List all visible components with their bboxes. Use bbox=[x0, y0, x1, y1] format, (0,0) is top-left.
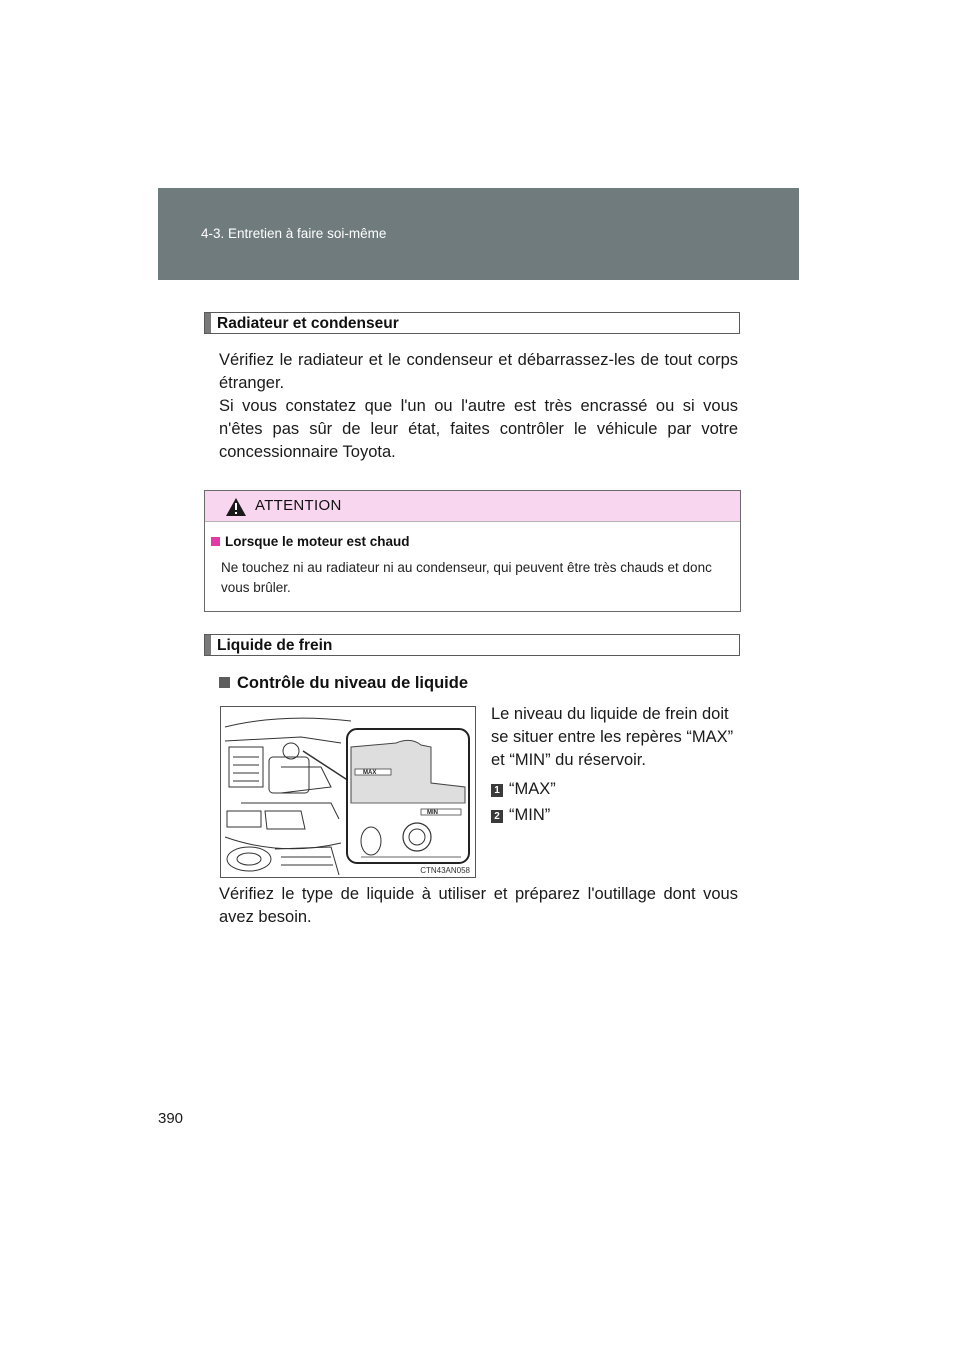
section-title: Radiateur et condenseur bbox=[217, 315, 399, 332]
legend-label: “MAX” bbox=[509, 780, 556, 798]
attention-box bbox=[204, 490, 741, 612]
section-bar-tab bbox=[205, 313, 211, 333]
attention-body: Ne touchez ni au radiateur ni au condenseur, qui peuvent être très chauds et donc vous brûler. bbox=[221, 560, 712, 595]
chapter-header bbox=[158, 188, 799, 280]
legend-label: “MIN” bbox=[509, 806, 551, 824]
brake-fluid-reservoir-illustration bbox=[220, 706, 476, 878]
section-title: Liquide de frein bbox=[217, 637, 333, 654]
attention-header bbox=[205, 491, 740, 522]
paragraph: Si vous constatez que l'un ou l'autre est très encrassé ou si vous n'êtes pas sûr de leur état, faites contrôler le véhicule par votre concessionnaire Toyota. bbox=[219, 397, 738, 461]
section-title-bar-radiateur bbox=[204, 312, 740, 334]
figure-code: CTN43AN058 bbox=[420, 866, 470, 875]
attention-subtitle bbox=[211, 534, 410, 549]
page-number: 390 bbox=[158, 1110, 184, 1127]
legend-item-max bbox=[491, 780, 556, 799]
callout-number-badge: 1 bbox=[491, 784, 503, 797]
engine-bay-drawing bbox=[221, 707, 476, 878]
bullet-square-icon bbox=[211, 537, 220, 546]
attention-subtitle-text: Lorsque le moteur est chaud bbox=[225, 534, 410, 549]
legend-item-min bbox=[491, 806, 550, 825]
section-bar-tab bbox=[205, 635, 211, 655]
max-mark-label: MAX bbox=[363, 770, 377, 776]
paragraph: Vérifiez le radiateur et le condenseur et débarrassez-les de tout corps étranger. bbox=[219, 351, 738, 392]
attention-title: ATTENTION bbox=[255, 497, 342, 514]
figure-description: Le niveau du liquide de frein doit se situer entre les repères “MAX” et “MIN” du réservoir. bbox=[491, 705, 734, 769]
bullet-square-icon bbox=[219, 677, 230, 688]
breadcrumb: 4-3. Entretien à faire soi-même bbox=[201, 226, 387, 241]
section-title-bar-frein bbox=[204, 634, 740, 656]
min-mark-label: MIN bbox=[427, 810, 438, 816]
warning-triangle-icon bbox=[225, 497, 247, 517]
callout-number-badge: 2 bbox=[491, 810, 503, 823]
subheading-text: Contrôle du niveau de liquide bbox=[237, 674, 469, 692]
paragraph: Vérifiez le type de liquide à utiliser et préparez l'outillage dont vous avez besoin. bbox=[219, 885, 738, 926]
subheading bbox=[219, 674, 468, 693]
